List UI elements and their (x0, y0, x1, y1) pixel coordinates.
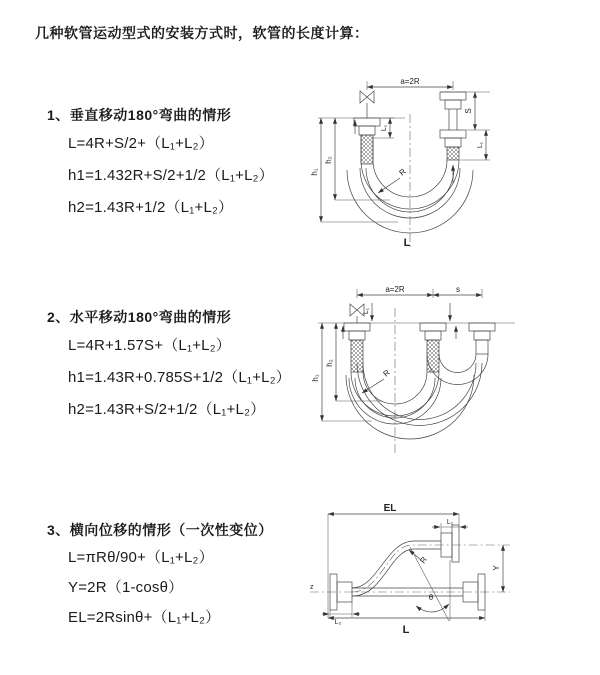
svg-text:s: s (456, 285, 460, 294)
svg-text:h₂: h₂ (325, 359, 334, 367)
section-2-formula-L: L=4R+1.57S+（L₁+L₂） (68, 337, 231, 354)
section-3-formula-Y: Y=2R（1-cosθ） (68, 579, 184, 596)
diagram-lateral-displacement (300, 500, 600, 645)
svg-text:h₁: h₁ (311, 374, 320, 382)
valve-icon (360, 91, 374, 118)
svg-text:θ: θ (428, 593, 434, 602)
right-fitting (440, 92, 466, 160)
diagram-horizontal-bend (310, 283, 600, 463)
diagram-vertical-bend (310, 72, 600, 257)
section-2-formula-h2: h2=1.43R+S/2+1/2（L₁+L₂） (68, 401, 266, 418)
svg-text:L₁: L₁ (477, 141, 484, 149)
section-1-heading: 1、垂直移动180°弯曲的情形 (47, 107, 232, 123)
dim-s (433, 285, 482, 295)
hose-curves (346, 354, 488, 439)
dim-y (492, 545, 503, 592)
dim-a2r (357, 285, 482, 298)
svg-text:Y: Y (492, 565, 501, 571)
section-2-formula-h1: h1=1.43R+0.785S+1/2（L₁+L₂） (68, 369, 291, 386)
svg-text:R: R (397, 166, 408, 178)
svg-text:L₁: L₁ (381, 124, 388, 132)
radius-label (378, 167, 408, 193)
dim-l1 (432, 519, 468, 533)
section-1-formula-h1: h1=1.432R+S/2+1/2（L₁+L₂） (68, 167, 274, 184)
dim-a2r (367, 77, 453, 90)
section-3-formula-EL: EL=2Rsinθ+（L₁+L₂） (68, 609, 221, 626)
length-label: L (403, 237, 411, 249)
section-3-formula-L: L=πRθ/90+（L₁+L₂） (68, 549, 214, 566)
valve-icon (350, 304, 364, 323)
dim-l1-left (374, 118, 394, 138)
svg-text:EL: EL (383, 503, 397, 514)
angle-theta (410, 547, 450, 621)
fitting-3 (469, 323, 495, 354)
svg-text:L₁: L₁ (446, 519, 454, 526)
svg-text:h₂: h₂ (324, 156, 333, 164)
hose-displaced-position (352, 525, 459, 596)
dim-el (328, 503, 459, 618)
radius-label (409, 550, 429, 565)
centerline-mark: z (310, 584, 314, 591)
section-1-formula-L: L=4R+S/2+（L₁+L₂） (68, 135, 214, 152)
svg-text:a=2R: a=2R (400, 77, 420, 86)
section-1-formula-h2: h2=1.43R+1/2（L₁+L₂） (68, 199, 234, 216)
radius-label (362, 368, 392, 393)
svg-text:L₂: L₂ (334, 619, 342, 626)
document-title: 几种软管运动型式的安装方式时，软管的长度计算： (35, 25, 369, 41)
svg-text:L: L (402, 624, 410, 636)
svg-text:S: S (464, 108, 473, 114)
section-3-heading: 3、横向位移的情形（一次性变位） (47, 522, 273, 538)
svg-text:h₁: h₁ (310, 168, 319, 176)
section-2-heading: 2、水平移动180°弯曲的情形 (47, 309, 232, 325)
dim-h-outer (310, 118, 398, 222)
svg-text:R: R (418, 555, 429, 566)
left-fitting (354, 118, 380, 164)
svg-text:L₁: L₁ (363, 307, 370, 315)
dim-l1-right (477, 130, 486, 160)
dim-s (464, 92, 475, 130)
svg-text:a=2R: a=2R (385, 285, 405, 294)
dim-l2 (322, 602, 360, 626)
svg-text:R: R (381, 367, 392, 379)
dim-l1 (363, 303, 372, 321)
